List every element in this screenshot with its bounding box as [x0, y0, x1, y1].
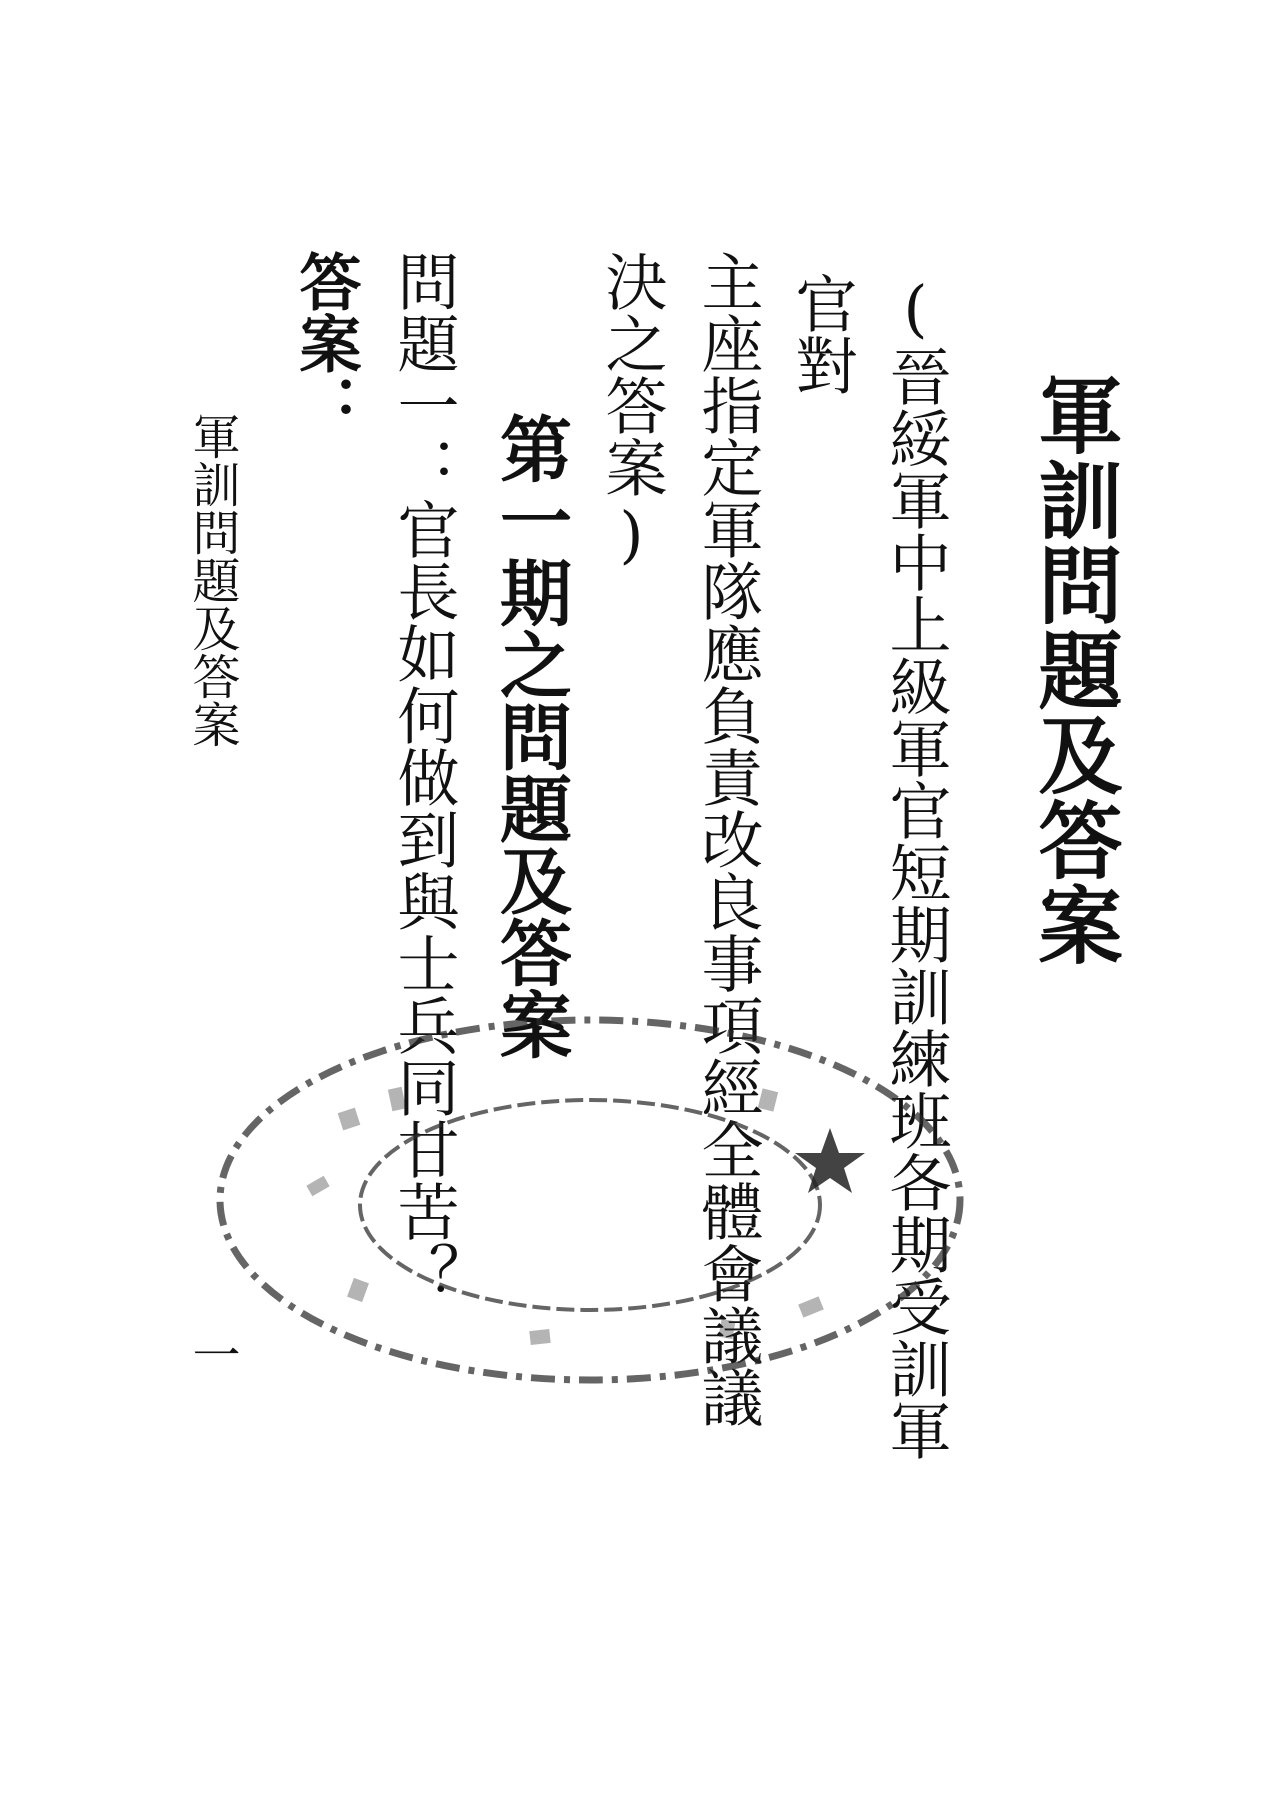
subtitle-line-4: 決之答案)	[595, 250, 668, 571]
subtitle-line-1: (晉綏軍中上級軍官短期訓練班各期受訓軍	[879, 272, 952, 1461]
running-header: 軍訓問題及答案	[184, 412, 240, 748]
subtitle-line-2: 官對	[785, 272, 858, 396]
page-number: 一	[184, 1330, 240, 1378]
answer-label: 答案：	[289, 250, 362, 436]
subtitle-line-3: 主座指定軍隊應負責改良事項經全體會議議	[691, 250, 764, 1428]
section-heading: 第一期之問題及答案	[488, 412, 573, 1060]
document-title: 軍訓問題及答案	[1025, 372, 1124, 967]
oval-seal-stamp	[200, 1000, 980, 1430]
seal-outer-ring	[220, 1020, 960, 1380]
question-one: 問題一：官長如何做到與士兵同甘苦？	[387, 250, 460, 1304]
star-icon	[795, 1128, 865, 1193]
